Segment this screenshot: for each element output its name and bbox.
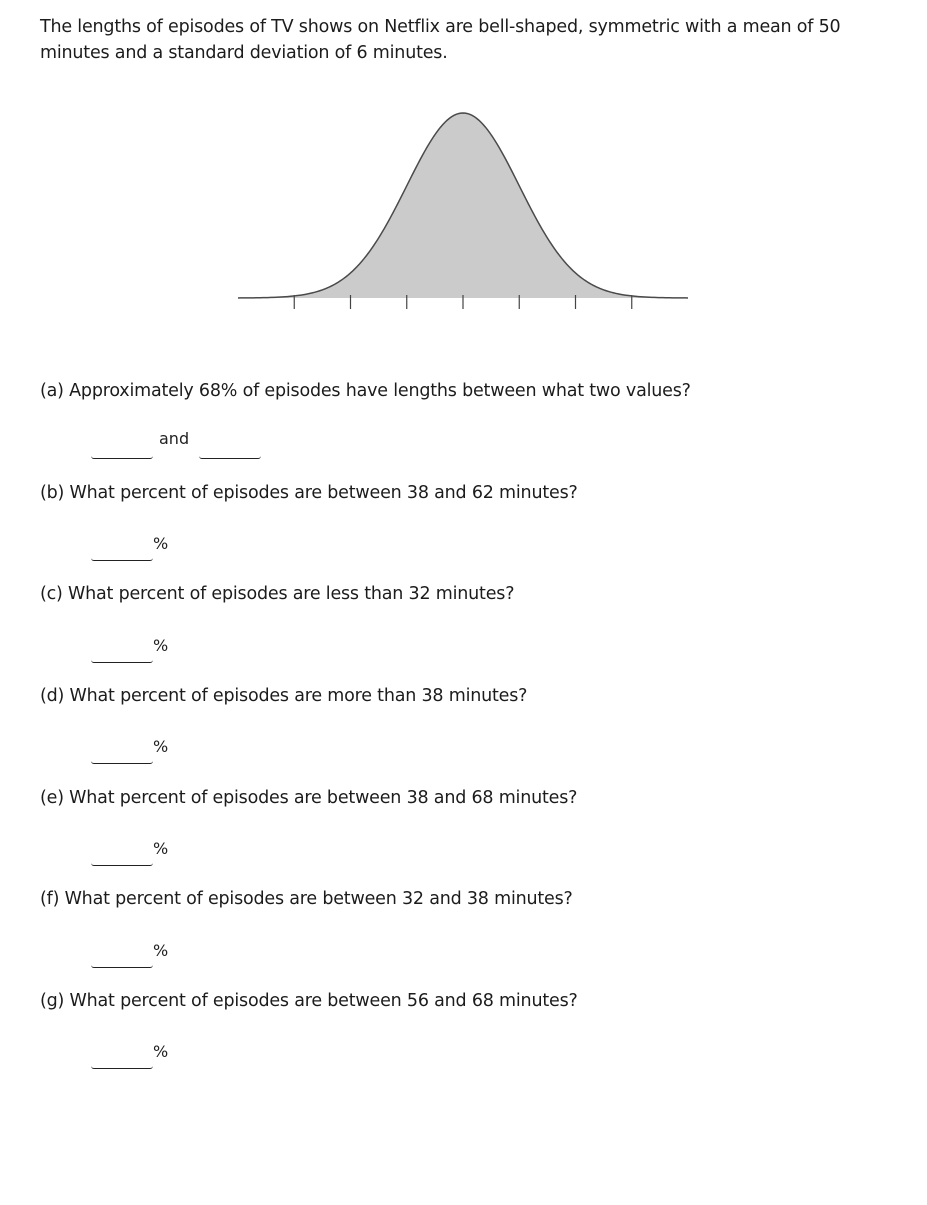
- question-e: (e) What percent of episodes are between 38 and 68 minutes?: [40, 788, 578, 808]
- answer-a-lower-input[interactable]: [91, 430, 153, 459]
- answer-g-input[interactable]: [91, 1040, 153, 1069]
- answer-e-row: [91, 837, 181, 867]
- answer-g-unit: %: [153, 1042, 169, 1061]
- question-c: (c) What percent of episodes are less than 32 minutes?: [40, 584, 515, 604]
- answer-a-connector: and: [159, 429, 190, 448]
- answer-f-unit: %: [153, 941, 169, 960]
- answer-g-row: [91, 1040, 181, 1070]
- answer-c-unit: %: [153, 636, 169, 655]
- answer-b-row: [91, 532, 181, 562]
- question-d: (d) What percent of episodes are more than 38 minutes?: [40, 686, 528, 706]
- problem-intro: The lengths of episodes of TV shows on Netflix are bell-shaped, symmetric with a mean of 50 minutes and a standard deviation of 6 minutes.: [40, 17, 841, 63]
- answer-b-input[interactable]: [91, 532, 153, 561]
- normal-curve-figure: [230, 100, 700, 320]
- answer-a-row: [91, 430, 271, 460]
- question-g: (g) What percent of episodes are between 56 and 68 minutes?: [40, 991, 578, 1011]
- question-f: (f) What percent of episodes are between 32 and 38 minutes?: [40, 889, 573, 909]
- answer-f-input[interactable]: [91, 939, 153, 968]
- answer-f-row: [91, 939, 181, 969]
- curve-area: [238, 113, 688, 298]
- answer-c-row: [91, 634, 181, 664]
- answer-d-input[interactable]: [91, 735, 153, 764]
- answer-d-row: [91, 735, 181, 765]
- normal-curve-chart: [230, 100, 700, 320]
- answer-b-unit: %: [153, 534, 169, 553]
- question-b: (b) What percent of episodes are between 38 and 62 minutes?: [40, 483, 578, 503]
- answer-d-unit: %: [153, 737, 169, 756]
- question-a: (a) Approximately 68% of episodes have lengths between what two values?: [40, 381, 691, 401]
- answer-e-unit: %: [153, 839, 169, 858]
- answer-c-input[interactable]: [91, 634, 153, 663]
- answer-a-upper-input[interactable]: [199, 430, 261, 459]
- answer-e-input[interactable]: [91, 837, 153, 866]
